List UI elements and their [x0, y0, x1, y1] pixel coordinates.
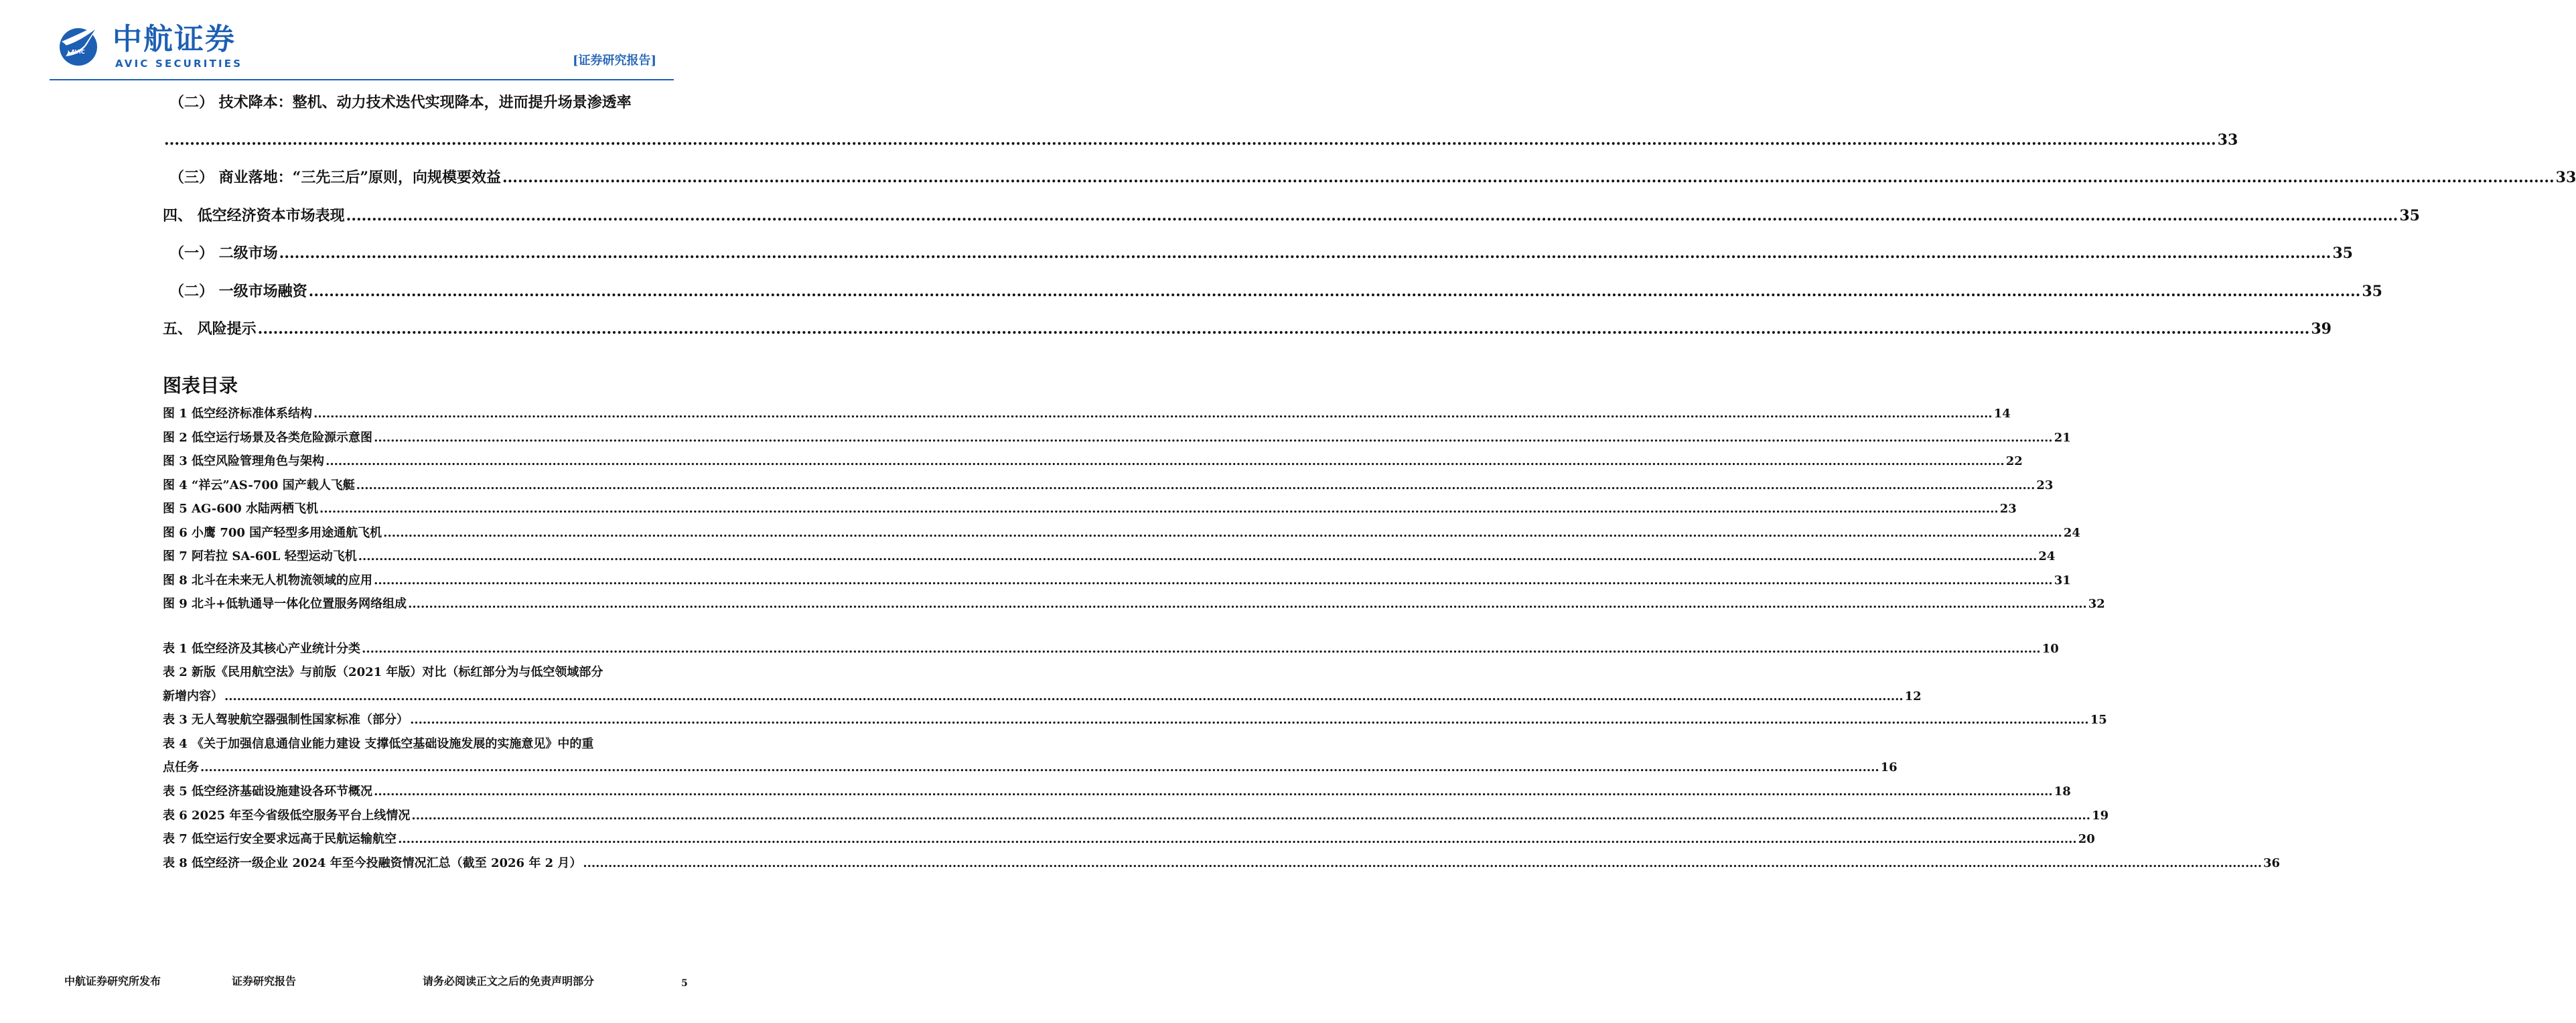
- table-entry[interactable]: [163, 711, 2107, 730]
- toc-entry-4-1[interactable]: [169, 243, 2353, 264]
- dot-leader: ................................................................................................................................................................................................................................................................................................................................................................................................................: [383, 526, 2062, 540]
- table-entry[interactable]: [163, 758, 1898, 777]
- figure-entry[interactable]: [163, 429, 2071, 448]
- report-tag: [证券研究报告]: [572, 54, 656, 68]
- dot-leader: ................................................................................................................................................................................................................................................................................................................................................................................................................: [308, 283, 2361, 300]
- toc-entry-2-3[interactable]: [169, 167, 2576, 188]
- figure-entry[interactable]: [163, 500, 2017, 519]
- table-page: 18: [2054, 785, 2071, 799]
- table-entry[interactable]: [163, 807, 2109, 825]
- figure-page: 21: [2054, 431, 2071, 445]
- table-entry[interactable]: [163, 640, 2059, 659]
- dot-leader: ................................................................................................................................................................................................................................................................................................................................................................................................................: [408, 597, 2087, 611]
- table-title: 表 1 低空经济及其核心产业统计分类: [163, 642, 361, 656]
- table-page: 15: [2090, 713, 2107, 727]
- dot-leader: ................................................................................................................................................................................................................................................................................................................................................................................................................: [200, 760, 1879, 774]
- table-page: 16: [1880, 760, 1898, 774]
- table-page: 36: [2263, 856, 2281, 870]
- figure-title: 图 5 AG-600 水陆两栖飞机: [163, 502, 319, 516]
- dot-leader: ................................................................................................................................................................................................................................................................................................................................................................................................................: [583, 856, 2263, 870]
- toc-page-number: 33: [2555, 169, 2576, 186]
- figure-title: 图 8 北斗在未来无人机物流领域的应用: [163, 573, 373, 588]
- toc-entry-5[interactable]: [163, 318, 2332, 340]
- figure-title: 图 9 北斗+低轨通导一体化位置服务网络组成: [163, 597, 407, 611]
- figure-page: 31: [2054, 573, 2071, 588]
- figure-title: 图 1 低空经济标准体系结构: [163, 407, 313, 421]
- dot-leader: ................................................................................................................................................................................................................................................................................................................................................................................................................: [326, 454, 2005, 468]
- dot-leader: ................................................................................................................................................................................................................................................................................................................................................................................................................: [362, 642, 2041, 656]
- brand-name-en: AVIC SECURITIES: [115, 58, 243, 70]
- dot-leader: ................................................................................................................................................................................................................................................................................................................................................................................................................: [346, 207, 2399, 224]
- figure-entry[interactable]: [163, 571, 2071, 590]
- table-entry[interactable]: [163, 830, 2095, 849]
- toc-page-number: 35: [2362, 283, 2382, 300]
- figure-page: 14: [1993, 407, 2011, 421]
- table-title-line1: 表 4 《关于加强信息通信业能力建设 支撑低空基础设施发展的实施意见》中的重: [163, 737, 594, 751]
- logo-text: AVIC: [71, 49, 85, 55]
- dot-leader: ................................................................................................................................................................................................................................................................................................................................................................................................................: [374, 431, 2053, 445]
- figure-entry[interactable]: [163, 595, 2105, 614]
- page-header: [0, 0, 723, 84]
- toc-page-number: 35: [2399, 207, 2420, 224]
- table-page: 10: [2042, 642, 2059, 656]
- footer-page-number: 5: [681, 978, 688, 989]
- dot-leader: ................................................................................................................................................................................................................................................................................................................................................................................................................: [398, 832, 2077, 846]
- table-title-line1: 表 2 新版《民用航空法》与前版（2021 年版）对比（标红部分为与低空领域部分: [163, 665, 603, 679]
- figure-title: 图 2 低空运行场景及各类危险源示意图: [163, 431, 373, 445]
- toc-page-number: 35: [2332, 245, 2353, 262]
- toc-entry-2-2-line1: （二） 技术降本：整机、动力技术迭代实现降本，进而提升场景渗透率: [169, 94, 632, 111]
- dot-leader: ................................................................................................................................................................................................................................................................................................................................................................................................................: [319, 502, 1999, 516]
- figure-page: 24: [2038, 549, 2056, 563]
- table-title: 点任务: [163, 760, 199, 774]
- table-title: 表 5 低空经济基础设施建设各环节概况: [163, 785, 373, 799]
- table-page: 19: [2092, 809, 2109, 823]
- table-title: 表 8 低空经济一级企业 2024 年至今投融资情况汇总（截至 2026 年 2 月）: [163, 856, 582, 870]
- figure-entry[interactable]: [163, 476, 2054, 495]
- dot-leader: ................................................................................................................................................................................................................................................................................................................................................................................................................: [374, 573, 2053, 588]
- toc-entry-4[interactable]: [163, 205, 2420, 226]
- toc-entry-title: 五、 风险提示: [163, 320, 257, 338]
- brand-name-cn: 中航证券: [113, 22, 236, 56]
- toc-entry-title: 四、 低空经济资本市场表现: [163, 207, 345, 224]
- dot-leader: ................................................................................................................................................................................................................................................................................................................................................................................................................: [356, 478, 2035, 492]
- figure-title: 图 7 阿若拉 SA-60L 轻型运动飞机: [163, 549, 357, 563]
- table-entry[interactable]: [163, 854, 2281, 873]
- dot-leader: ................................................................................................................................................................................................................................................................................................................................................................................................................: [164, 131, 2216, 149]
- dot-leader: ................................................................................................................................................................................................................................................................................................................................................................................................................: [257, 320, 2310, 338]
- footer-disclaimer: 请务必阅读正文之后的免责声明部分: [423, 975, 595, 987]
- figure-entry[interactable]: [163, 524, 2080, 543]
- dot-leader: ................................................................................................................................................................................................................................................................................................................................................................................................................: [313, 407, 1993, 421]
- table-title: 表 3 无人驾驶航空器强制性国家标准（部分）: [163, 713, 409, 727]
- table-title: 表 7 低空运行安全要求远高于民航运输航空: [163, 832, 397, 846]
- avic-logo-icon: [58, 21, 102, 68]
- figure-title: 图 6 小鹰 700 国产轻型多用途通航飞机: [163, 526, 382, 540]
- dot-leader: ................................................................................................................................................................................................................................................................................................................................................................................................................: [224, 689, 1904, 703]
- figure-title: 图 4 “祥云”AS-700 国产载人飞艇: [163, 478, 355, 492]
- figure-page: 22: [2005, 454, 2023, 468]
- figure-entry[interactable]: [163, 405, 2011, 423]
- dot-leader: ................................................................................................................................................................................................................................................................................................................................................................................................................: [411, 809, 2091, 823]
- figure-page: 32: [2088, 597, 2105, 611]
- toc-page-number: 33: [2217, 131, 2238, 149]
- figure-title: 图 3 低空风险管理角色与架构: [163, 454, 325, 468]
- figure-page: 23: [1999, 502, 2017, 516]
- toc-page-number: 39: [2311, 320, 2332, 338]
- dot-leader: ................................................................................................................................................................................................................................................................................................................................................................................................................: [502, 169, 2555, 186]
- header-divider: [50, 79, 674, 80]
- table-entry[interactable]: [163, 687, 1922, 706]
- figure-page: 24: [2063, 526, 2080, 540]
- toc-entry-2-2-line2[interactable]: [163, 129, 2238, 151]
- table-entry[interactable]: [163, 782, 2071, 801]
- dot-leader: ................................................................................................................................................................................................................................................................................................................................................................................................................: [410, 713, 2089, 727]
- table-page: 12: [1904, 689, 1922, 703]
- table-title: 新增内容）: [163, 689, 223, 703]
- figure-entry[interactable]: [163, 547, 2056, 566]
- table-page: 20: [2078, 832, 2095, 846]
- dot-leader: ................................................................................................................................................................................................................................................................................................................................................................................................................: [358, 549, 2037, 563]
- dot-leader: ................................................................................................................................................................................................................................................................................................................................................................................................................: [374, 785, 2053, 799]
- figure-page: 23: [2036, 478, 2054, 492]
- toc-entry-4-2[interactable]: [169, 281, 2382, 302]
- figure-entry[interactable]: [163, 452, 2023, 471]
- toc-entry-title: （一） 二级市场: [169, 245, 278, 262]
- footer-publisher: 中航证券研究所发布: [64, 975, 161, 987]
- dot-leader: ................................................................................................................................................................................................................................................................................................................................................................................................................: [279, 245, 2332, 262]
- footer-report-type: 证券研究报告: [232, 975, 297, 987]
- figures-section-title: 图表目录: [163, 374, 238, 397]
- toc-entry-title: （二） 一级市场融资: [169, 283, 307, 300]
- table-title: 表 6 2025 年至今省级低空服务平台上线情况: [163, 809, 411, 823]
- toc-entry-title: （三） 商业落地：“三先三后”原则，向规模要效益: [169, 169, 501, 186]
